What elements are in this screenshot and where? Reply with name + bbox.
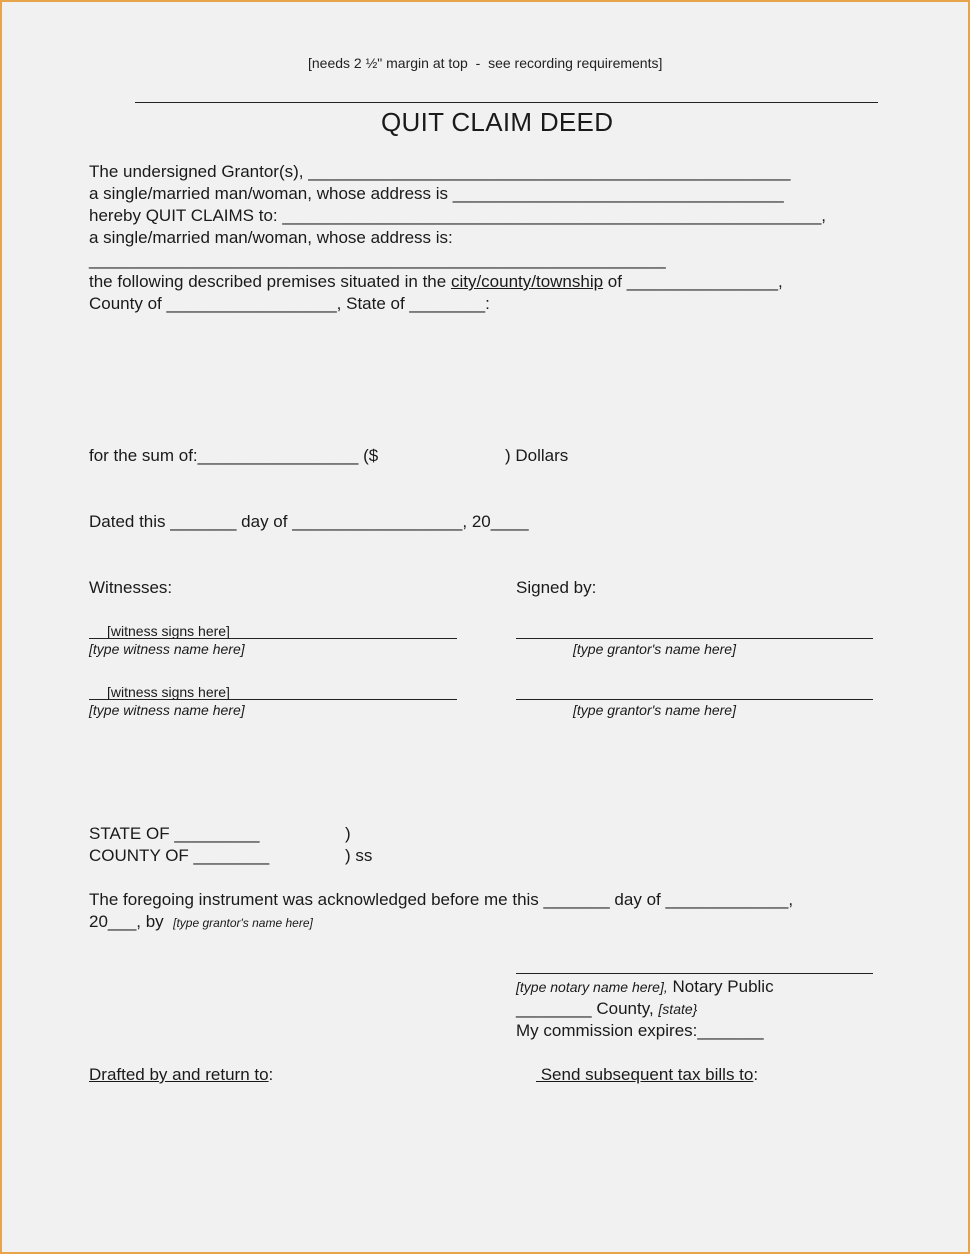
drafted-by-line [89, 1066, 273, 1083]
tax-bills-label: Send subsequent tax bills to [536, 1065, 754, 1084]
signed-by-label: Signed by: [516, 578, 597, 597]
sum-line: for the sum of:_________________ ($ [89, 446, 379, 465]
notary-public-label: Notary Public [667, 977, 774, 996]
notary-name: [type notary name here], [516, 979, 668, 995]
premises-blank: of ________________, [603, 272, 783, 291]
notary-name-line [516, 978, 774, 995]
notary-county-line [516, 1000, 697, 1017]
state-paren: ) [345, 824, 351, 843]
state-of-line: STATE OF _________ [89, 824, 260, 843]
grantee-address-blank: _____________________________________________________________ [89, 250, 666, 269]
notary-signature-line [516, 973, 873, 974]
witness-signature-line-2 [89, 699, 457, 700]
commission-expires-line: My commission expires:_______ [516, 1021, 764, 1040]
grantee-address-label: a single/married man/woman, whose address is: [89, 228, 453, 247]
grantee-line: hereby QUIT CLAIMS to: _________________________________________________________, [89, 206, 827, 225]
county-ss: ) ss [345, 846, 373, 865]
deed-title: QUIT CLAIM DEED [381, 107, 614, 137]
premises-text: the following described premises situated in the [89, 272, 451, 291]
county-of-line: COUNTY OF ________ [89, 846, 270, 865]
tax-bills-colon: : [753, 1065, 759, 1084]
witness-sign-2: [witness signs here] [107, 684, 230, 700]
title-rule [135, 102, 878, 103]
premises-line [89, 273, 783, 290]
acknowledgment-year: 20___, by [89, 912, 174, 931]
grantor-signature-line-1 [516, 638, 873, 639]
tax-bills-line [536, 1066, 758, 1083]
grantor-line: The undersigned Grantor(s), ___________________________________________________ [89, 162, 791, 181]
recording-margin-note: [needs 2 ½" margin at top - see recording requirements] [308, 55, 663, 71]
witness-name-1: [type witness name here] [89, 641, 245, 657]
grantor-name-1: [type grantor's name here] [573, 641, 736, 657]
witness-sign-1: [witness signs here] [107, 623, 230, 639]
witnesses-label: Witnesses: [89, 578, 173, 597]
acknowledgment-line: The foregoing instrument was acknowledged before me this _______ day of _____________, [89, 890, 794, 909]
drafted-by-label: Drafted by and return to [89, 1065, 269, 1084]
drafted-by-colon: : [268, 1065, 274, 1084]
county-state-line: County of __________________, State of ________: [89, 294, 490, 313]
grantor-signature-line-2 [516, 699, 873, 700]
acknowledgment-grantor-name: [type grantor's name here] [173, 916, 313, 930]
notary-county: ________ County, [516, 999, 659, 1018]
grantor-address-line: a single/married man/woman, whose address is ___________________________________ [89, 184, 784, 203]
dollars-label: ) Dollars [505, 446, 569, 465]
notary-state: [state} [658, 1001, 698, 1017]
city-county-township-text: city/county/township [450, 272, 604, 291]
witness-name-2: [type witness name here] [89, 702, 245, 718]
acknowledgment-year-line [89, 913, 313, 930]
dated-line: Dated this _______ day of __________________, 20____ [89, 512, 529, 531]
witness-signature-line-1 [89, 638, 457, 639]
grantor-name-2: [type grantor's name here] [573, 702, 736, 718]
